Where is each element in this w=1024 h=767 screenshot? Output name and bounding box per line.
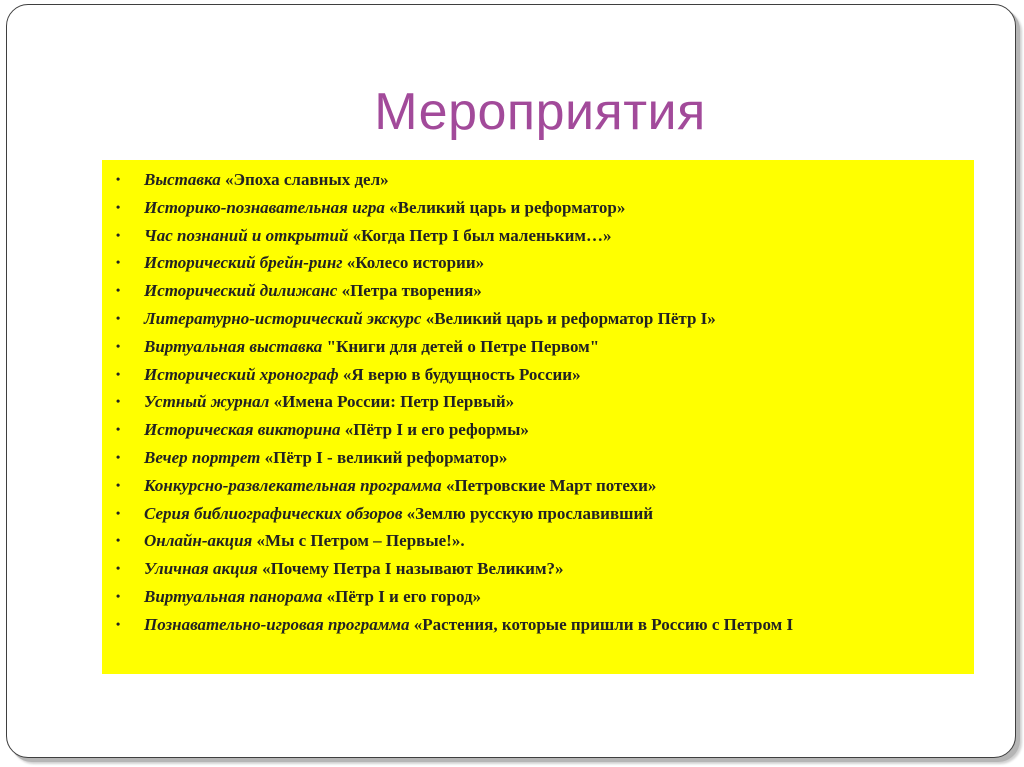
event-name: «Эпоха славных дел» [224,170,389,189]
content-box [102,160,974,674]
bullet-icon: • [116,283,121,298]
bullet-icon: • [116,561,121,576]
bullet-icon: • [116,477,121,492]
bullet-icon: • [116,172,121,186]
event-type: Серия библиографических обзоров [144,503,403,523]
event-type: Выставка [144,170,221,189]
list-item [114,500,974,528]
list-item [114,416,974,444]
event-type: Историческая викторина [144,420,341,440]
event-name: «Мы с Петром – Первые!». [256,531,465,551]
event-type: Устный журнал [144,392,270,412]
list-item [114,166,974,194]
bullet-icon: • [116,338,121,353]
events-list [114,166,974,639]
event-type: Вечер портрет [144,447,261,467]
event-name: «Великий царь и реформатор Пётр I» [425,308,716,328]
bullet-icon: • [116,588,121,603]
bullet-icon: • [116,366,121,381]
bullet-icon: • [116,227,121,242]
bullet-icon: • [116,616,121,631]
bullet-icon: • [116,449,121,464]
event-name: «Землю русскую прославивший [406,503,654,523]
event-type: Виртуальная панорама [144,586,323,606]
event-name: «Пётр I - великий реформатор» [264,447,508,467]
list-item [114,527,974,555]
event-type: Познавательно-игровая программа [144,614,410,634]
bullet-icon: • [116,533,121,548]
list-item [114,333,974,361]
list-item [114,222,974,250]
event-type: Литературно-исторический экскурс [144,308,422,328]
list-item [114,444,974,472]
event-type: Конкурсно-развлекательная программа [144,475,442,495]
event-name: «Колесо истории» [346,253,485,273]
bullet-icon: • [116,199,121,214]
event-type: Исторический хронограф [144,364,339,384]
bullet-icon: • [116,505,121,520]
event-type: Онлайн-акция [144,531,253,551]
bullet-icon: • [116,310,121,325]
slide-title: Мероприятия [374,83,706,141]
event-name: «Растения, которые пришли в Россию с Петром I [413,614,794,634]
list-item [114,472,974,500]
list-item [114,305,974,333]
event-type: Час познаний и открытий [144,225,349,245]
list-item [114,277,974,305]
event-name: «Великий царь и реформатор» [389,197,626,217]
bullet-icon: • [116,394,121,409]
event-name: «Я верю в будущность России» [342,364,581,384]
bullet-icon: • [116,422,121,437]
event-name: «Петровские Март потехи» [445,475,657,495]
bullet-icon: • [116,255,121,270]
event-type: Уличная акция [144,559,258,579]
event-name: «Почему Петра I называют Великим?» [262,559,564,579]
event-name: «Когда Петр I был маленьким…» [352,225,612,245]
event-name: «Имена России: Петр Первый» [273,392,515,412]
list-item [114,611,974,639]
event-type: Исторический дилижанс [144,281,338,301]
event-name: "Книги для детей о Петре Первом" [326,336,600,356]
list-item [114,249,974,277]
event-name: «Петра творения» [341,281,482,301]
event-type: Виртуальная выставка [144,336,323,356]
list-item [114,388,974,416]
list-item [114,583,974,611]
event-name: «Пётр I и его город» [326,586,482,606]
list-item [114,361,974,389]
event-type: Исторический брейн-ринг [144,253,343,273]
event-name: «Пётр I и его реформы» [344,420,529,440]
event-type: Историко-познавательная игра [144,197,385,217]
list-item [114,194,974,222]
list-item [114,555,974,583]
